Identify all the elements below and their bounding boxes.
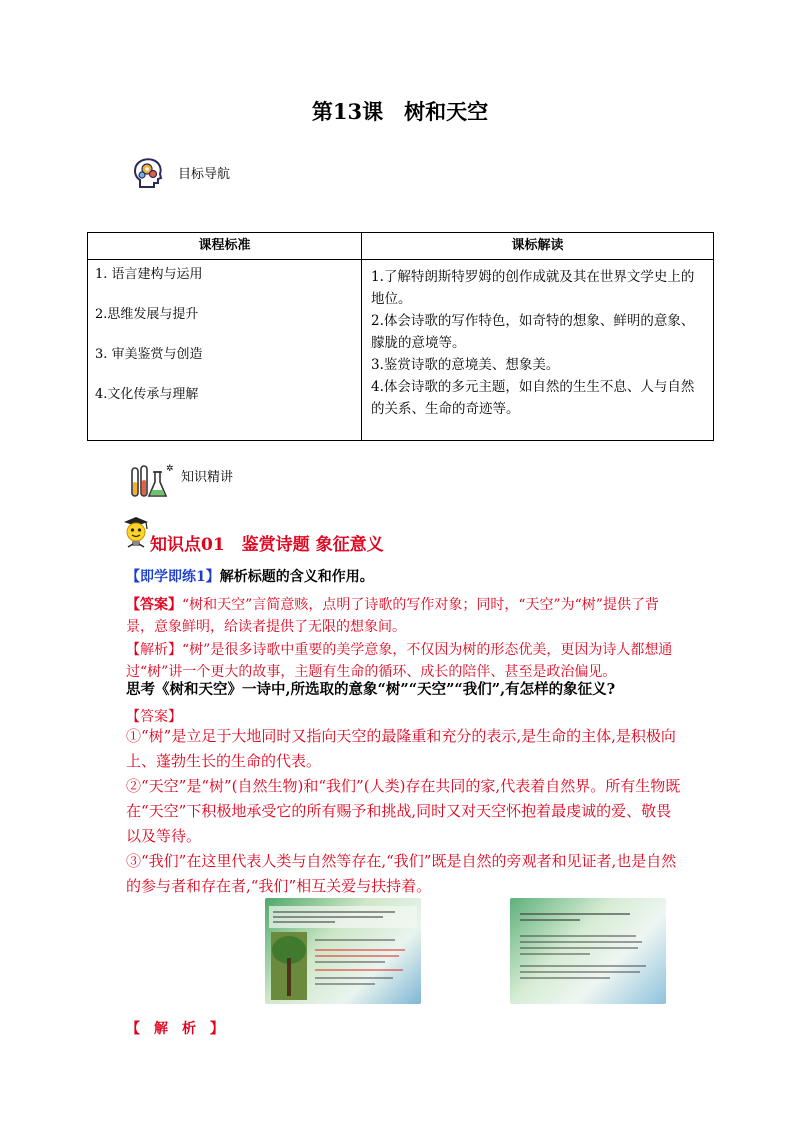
think-analysis-tag: 【 解 析 】 xyxy=(126,1021,224,1037)
think-question: 思考《树和天空》一诗中,所选取的意象“树”“天空”“我们”,有怎样的象征义? xyxy=(126,681,616,698)
standard-item: 4.文化传承与理解 xyxy=(95,387,199,402)
think-answer-item: ③“我们”在这里代表人类与自然等存在,“我们”既是自然的旁观者和见证者,也是自然的参与者和存在者,“我们”相互关爱与扶持着。 xyxy=(126,852,677,895)
think-answer-item: ②“天空”是“树”(自然生物)和“我们”(人类)存在共同的家,代表着自然界。所有生物既在“天空”下积极地承受它的所有赐予和挑战,同时又对天空怀抱着最虔诚的爱、敬畏以及等待。 xyxy=(126,777,681,845)
page-title: 第13课 树和天空 xyxy=(311,99,489,124)
standards-table xyxy=(87,232,714,441)
table-header-standards: 课程标准 xyxy=(88,233,362,260)
answer-tag: 【答案】 xyxy=(126,597,182,613)
slide-thumbnail-1 xyxy=(265,898,421,1004)
interpretation-item: 3.鉴赏诗歌的意境美、想象美。 xyxy=(371,357,560,373)
exercise-answer xyxy=(126,594,686,638)
slide-thumbnail-2 xyxy=(510,898,666,1004)
exercise-analysis xyxy=(126,639,686,683)
knowledge-label: 知识精讲 xyxy=(181,470,234,485)
flask-icon xyxy=(128,462,170,502)
analysis-text: “树”是很多诗歌中重要的美学意象，不仅因为树的形态优美，更因为诗人都想通过“树”讲一个更大的故事，主题有生命的循环、成长的陪伴、甚至是政治偏见。 xyxy=(126,642,673,680)
standards-cell xyxy=(88,260,362,441)
standard-item: 2.思维发展与提升 xyxy=(95,307,199,322)
exercise-tag: 【即学即练1】 xyxy=(126,569,220,585)
sparkle-icon: ✲ xyxy=(166,464,174,474)
exercise-question-line xyxy=(126,566,374,588)
lightbulb-mascot-icon xyxy=(120,514,152,550)
answer-text: “树和天空”言简意赅，点明了诗歌的写作对象；同时，“天空”为“树”提供了背景，意象鲜明，给读者提供了无限的想象间。 xyxy=(126,597,659,635)
think-answer-item: ①“树”是立足于大地同时又指向天空的最隆重和充分的表示,是生命的主体,是积极向上、蓬勃生长的生命的代表。 xyxy=(126,727,676,770)
goal-label: 目标导航 xyxy=(178,167,231,182)
think-answer-tag: 【答案】 xyxy=(126,709,182,725)
analysis-tag: 【解析】 xyxy=(126,642,182,658)
standard-item: 3. 审美鉴赏与创造 xyxy=(95,347,203,362)
interpretation-item: 4.体会诗歌的多元主题，如自然的生生不息、人与自然的关系、生命的奇迹等。 xyxy=(371,379,695,417)
head-gears-icon xyxy=(130,155,166,191)
interpretation-item: 1.了解特朗斯特罗姆的创作成就及其在世界文学史上的地位。 xyxy=(371,269,695,307)
interpretation-item: 2.体会诗歌的写作特色，如奇特的想象、鲜明的意象、朦胧的意境等。 xyxy=(371,313,695,351)
standard-item: 1. 语言建构与运用 xyxy=(95,267,203,282)
think-answer-list xyxy=(126,724,686,899)
table-header-interpretation: 课标解读 xyxy=(362,233,714,260)
knowledge-point-title: 知识点01 鉴赏诗题 象征意义 xyxy=(150,535,384,555)
interpretation-cell xyxy=(362,260,714,441)
exercise-question: 解析标题的含义和作用。 xyxy=(219,569,374,585)
